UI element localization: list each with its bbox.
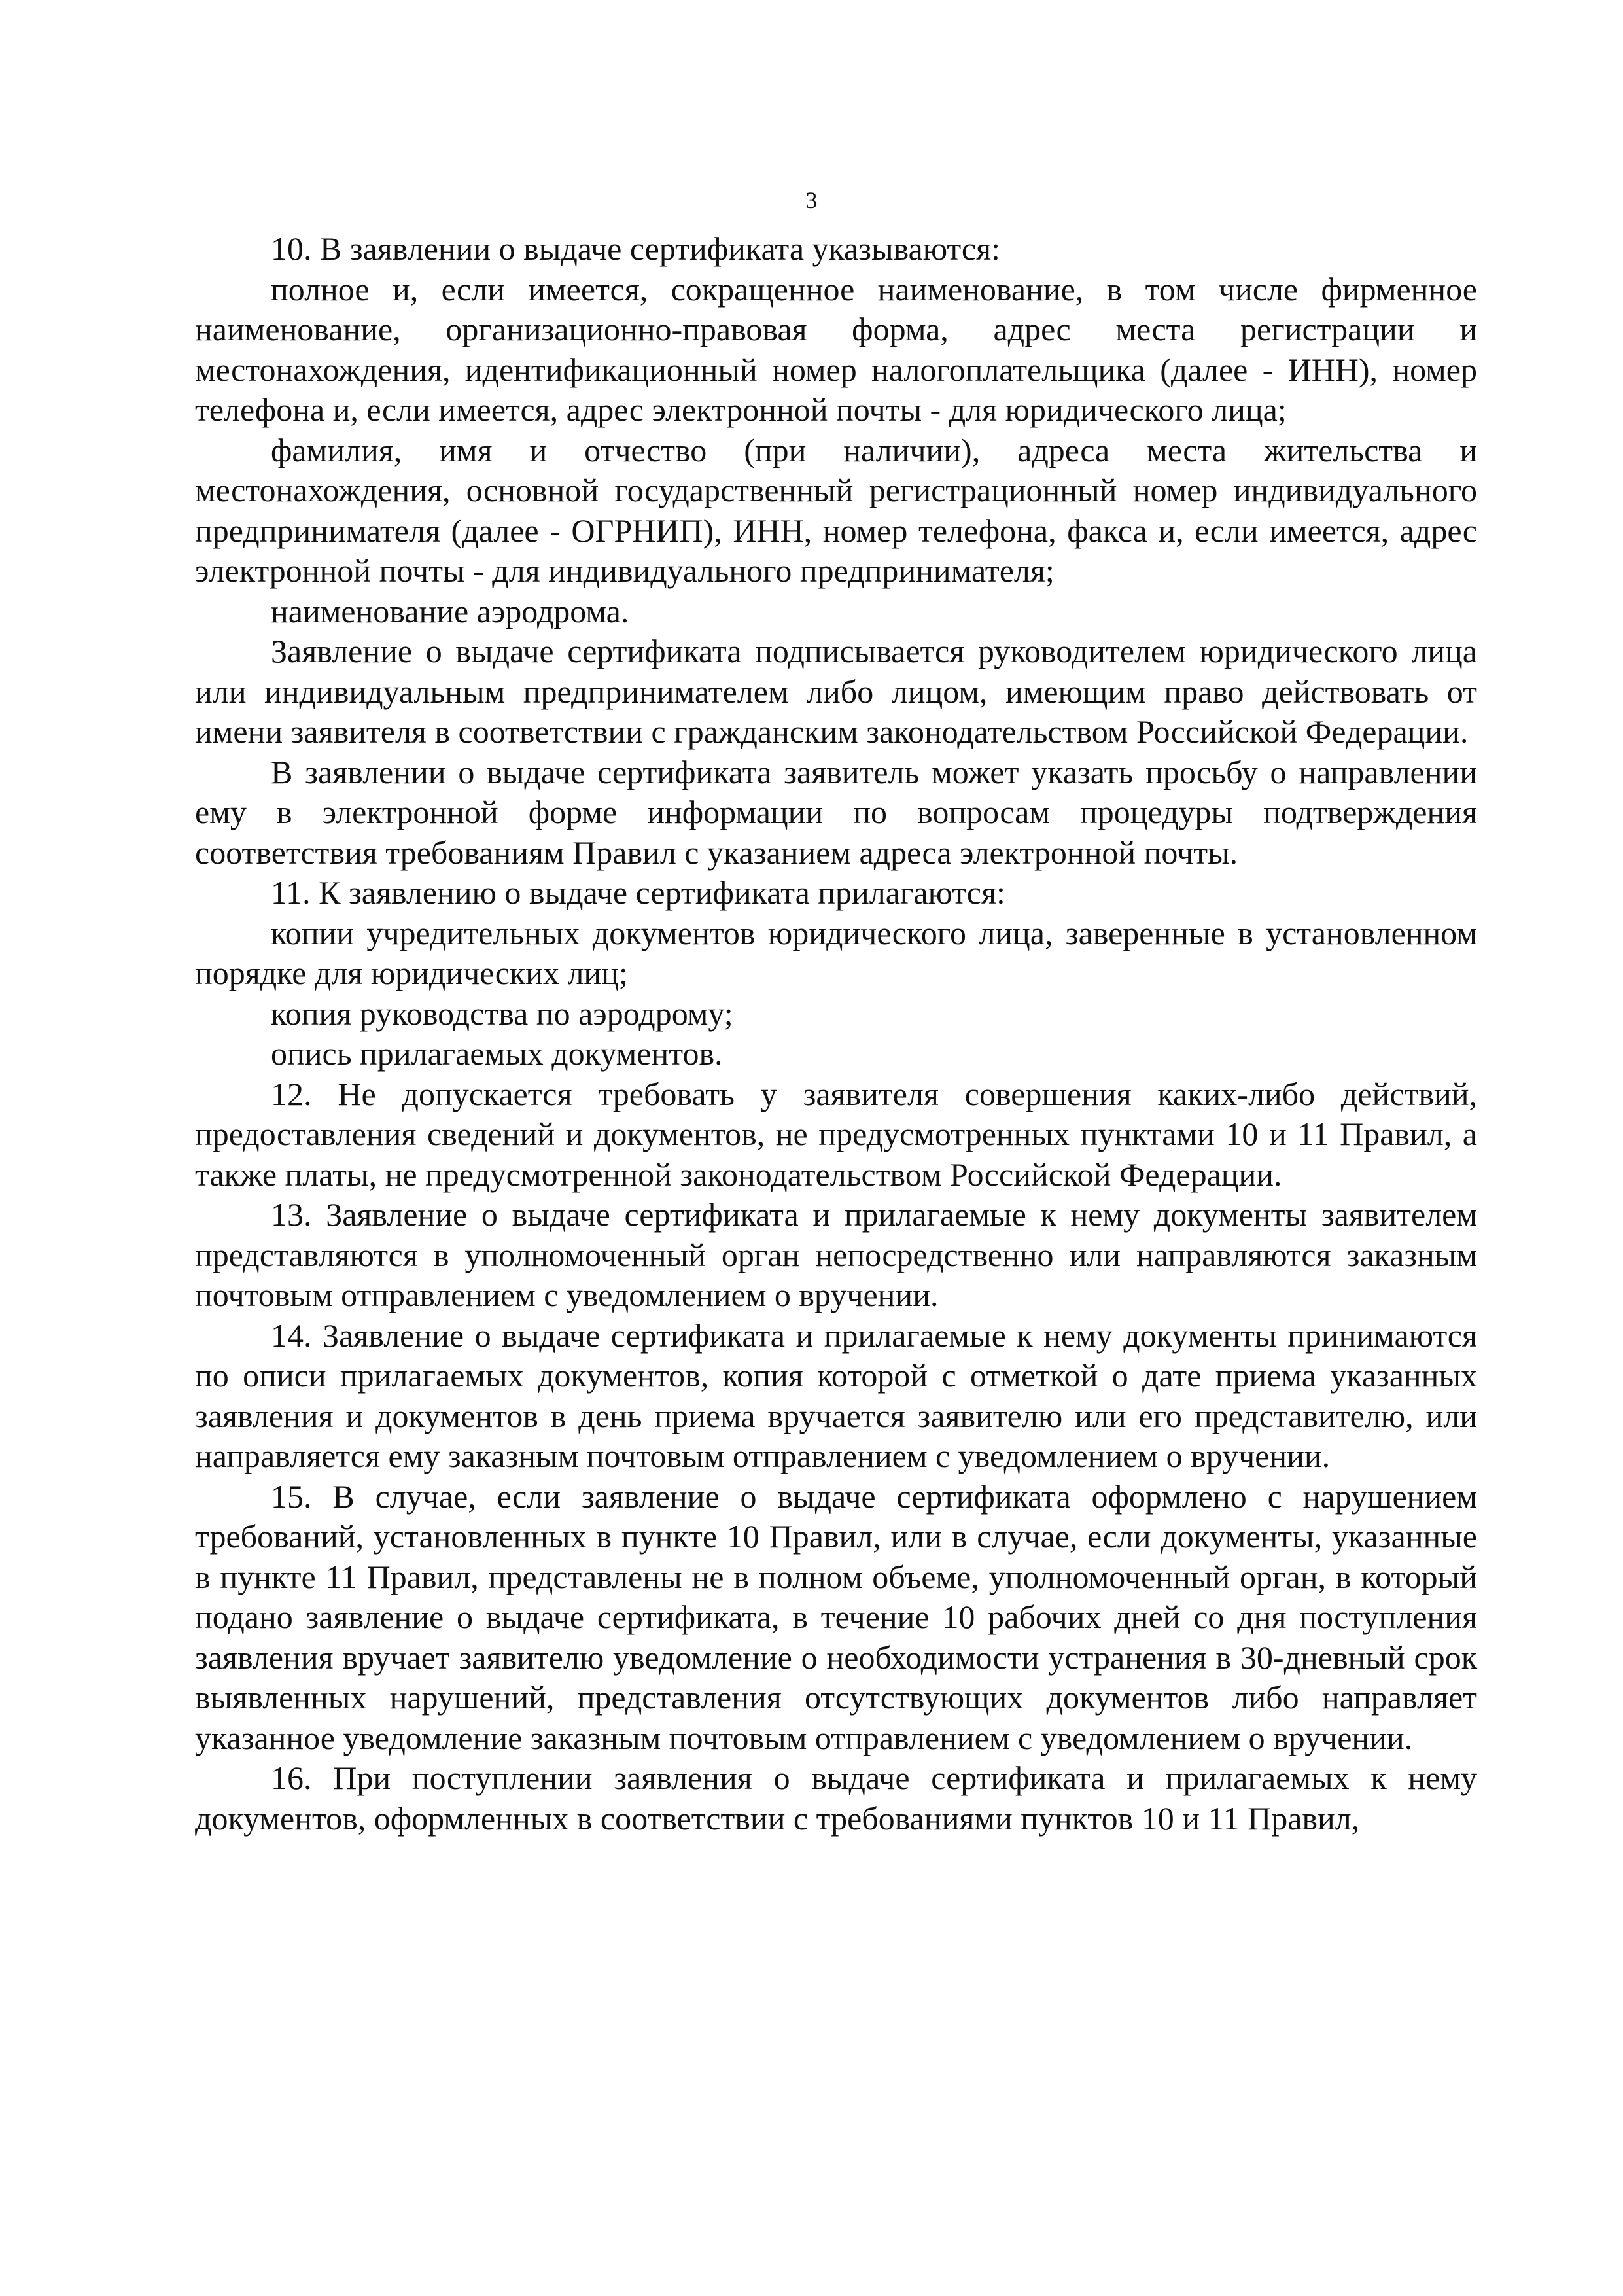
paragraph-14: 14. Заявление о выдаче сертификата и прилагаемые к нему документы принимаются по описи прилагаемых документов, копия которой с отметкой о дате приема указанных заявления и документов в день приема вручается заявителю или его представителю, или направляется ему заказным почтовым отправлением с уведомлением о вручении.	[195, 1316, 1477, 1474]
paragraph-16: 16. При поступлении заявления о выдаче сертификата и прилагаемых к нему документов, оформленных в соответствии с требованиями пунктов 10 и 11 Правил,	[195, 1759, 1477, 1837]
paragraph-document-inventory: опись прилагаемых документов.	[271, 1035, 723, 1072]
page-number: 3	[805, 187, 818, 213]
paragraph-electronic-request: В заявлении о выдаче сертификата заявитель может указать просьбу о направлении ему в электронной форме информации по вопросам процедуры подтверждения соответствия требованиям Правил с указанием адреса электронной почты.	[195, 753, 1477, 871]
paragraph-11-heading: 11. К заявлению о выдаче сертификата прилагаются:	[271, 874, 1005, 911]
paragraph-12: 12. Не допускается требовать у заявителя совершения каких-либо действий, предоставления сведений и документов, не предусмотренных пунктами 10 и 11 Правил, а также платы, не предусмотренной законодательством Российской Федерации.	[195, 1075, 1477, 1193]
paragraph-aerodrome-manual: копия руководства по аэродрому;	[271, 995, 733, 1032]
paragraph-aerodrome-name: наименование аэродрома.	[271, 592, 629, 629]
paragraph-10-heading: 10. В заявлении о выдаче сертификата указываются:	[271, 230, 1000, 267]
paragraph-15: 15. В случае, если заявление о выдаче сертификата оформлено с нарушением требований, установленных в пункте 10 Правил, или в случае, если документы, указанные в пункте 11 Правил, представлены не в полном объеме, уполномоченный орган, в который подано заявление о выдаче сертификата, в течение 10 рабочих дней со дня поступления заявления вручает заявителю уведомление о необходимости устранения в 30-дневный срок выявленных нарушений, представления отсутствующих документов либо направляет указанное уведомление заказным почтовым отправлением с уведомлением о вручении.	[195, 1477, 1477, 1756]
paragraph-entrepreneur-details: фамилия, имя и отчество (при наличии), адреса места жительства и местонахождения, основной государственный регистрационный номер индивидуального предпринимателя (далее - ОГРНИП), ИНН, номер телефона, факса и, если имеется, адрес электронной почты - для индивидуального предпринимателя;	[195, 431, 1477, 589]
paragraph-founding-documents: копии учредительных документов юридического лица, заверенные в установленном порядке для юридических лиц;	[195, 914, 1477, 991]
document-body	[195, 229, 1477, 1839]
paragraph-signature-requirement: Заявление о выдаче сертификата подписывается руководителем юридического лица или индивидуальным предпринимателем либо лицом, имеющим право действовать от имени заявителя в соответствии с гражданским законодательством Российской Федерации.	[195, 633, 1477, 750]
paragraph-13: 13. Заявление о выдаче сертификата и прилагаемые к нему документы заявителем представляются в уполномоченный орган непосредственно или направляются заказным почтовым отправлением с уведомлением о вручении.	[195, 1196, 1477, 1313]
paragraph-legal-entity-details: полное и, если имеется, сокращенное наименование, в том числе фирменное наименование, организационно-правовая форма, адрес места регистрации и местонахождения, идентификационный номер налогоплательщика (далее - ИНН), номер телефона и, если имеется, адрес электронной почты - для юридического лица;	[195, 270, 1477, 428]
